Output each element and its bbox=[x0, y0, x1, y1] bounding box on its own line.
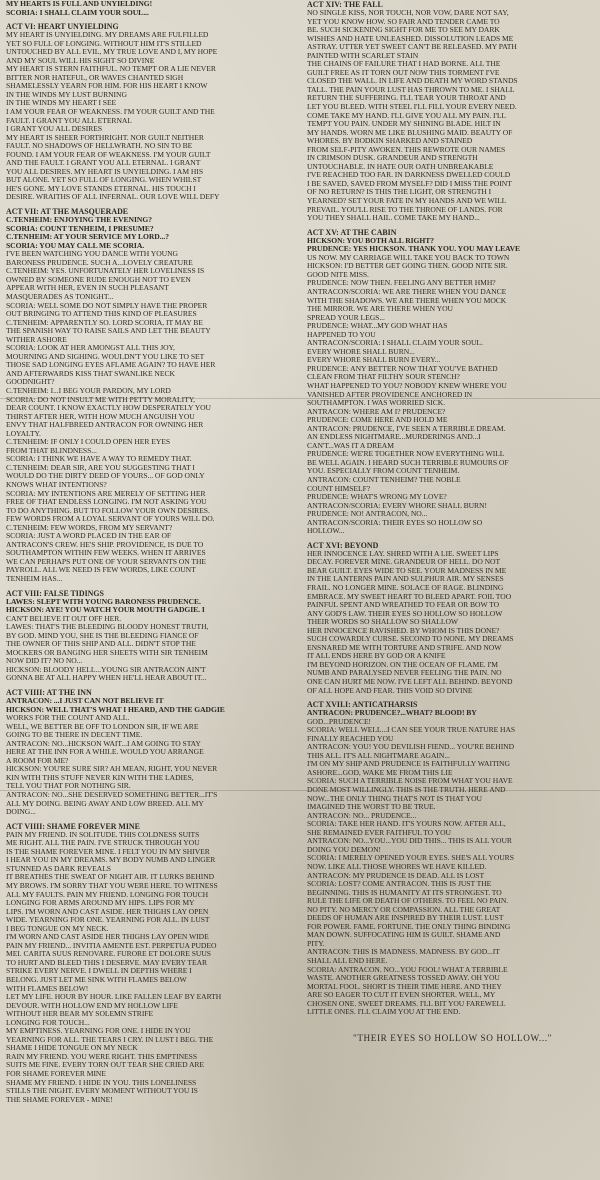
lyric-line: HICKSON: YOU'RE SURE SIR? AH MEAN, RIGHT, YOU NEVER bbox=[6, 765, 218, 774]
lyric-line: WITH THE SHADOWS. WE ARE THERE WHEN YOU MOCK bbox=[307, 296, 507, 305]
lyric-line: ANTRACON: PRUDENCE, I'VE SEEN A TERRIBLE DREAM. bbox=[307, 424, 506, 433]
lyric-line: NOW. LIKE ALL THOSE WHORES WE HAVE KILLED. bbox=[307, 862, 487, 871]
lyric-line: HER INNOCENCE RAVISHED. BY WHOM IS THIS DONE? bbox=[307, 626, 500, 635]
lyric-line: MY HEART IS STERN FAITHFUL. NO TEMPT OR A LIE NEVER bbox=[6, 65, 216, 74]
lyric-line: MY BROWS. I'M SORRY THAT YOU WERE HERE. TO WITNESS bbox=[6, 881, 218, 890]
lyric-line: AND MY SOUL WILL HIS SIGHT SO DIVINE bbox=[6, 56, 155, 65]
lyric-line: I GRANT YOU ALL DESIRES bbox=[6, 125, 103, 134]
lyric-line: IMAGINED THE WORST TO BE TRUE. bbox=[307, 803, 436, 812]
lyric-line: COME TAKE MY HAND. I'LL GIVE YOU ALL MY PAIN. I'LL bbox=[307, 111, 507, 120]
lyric-line: MY HEART IS SHEER FORTHRIGHT. NOR GUILT NEITHER bbox=[6, 133, 204, 142]
lyric-line: ALL MY DOING. BEING AWAY AND LOW BREED. ALL MY bbox=[6, 799, 204, 808]
lyric-line: NOW DID IT? NO NO... bbox=[6, 657, 83, 666]
lyric-line: SCORIA: I THINK WE HAVE A WAY TO REMEDY THAT. bbox=[6, 455, 192, 464]
lyric-line: APPEAR WITH HER, EVEN IN SUCH PLEASANT bbox=[6, 284, 169, 293]
lyric-line: ALL MY FAULTS. PAIN MY FRIEND. LONGING FOR TOUCH bbox=[6, 890, 209, 899]
act-heading: ACT VI: HEART UNYIELDING bbox=[6, 22, 119, 32]
lyric-line: YET YOU KNOW HOW. SO FAIR AND TENDER CAME TO bbox=[307, 17, 500, 26]
lyric-line: COUNT HIMSELF? bbox=[307, 484, 371, 493]
lyric-line: ANTRACON: NO...SHE DESERVED SOMETHING BETTER...IT'S bbox=[6, 791, 218, 800]
lyric-line: WE CAN PERHAPS PUT ONE OF YOUR SERVANTS ON THE bbox=[6, 557, 206, 566]
lyric-line: C.TENHEIM: YES. UNFORTUNATELY HER LOVELINESS IS bbox=[6, 267, 205, 276]
act-heading: ACT XVII.I: ANTICATHARSIS bbox=[307, 700, 418, 710]
lyric-line: SCORIA: MY INTENTIONS ARE MERELY OF SETTING HER bbox=[6, 489, 206, 498]
lyric-line: SOUTHAMPTON. I WAS WORRIED SICK. bbox=[307, 399, 446, 408]
lyric-line: ANTRACON: NO...HICKSON WAIT...I AM GOING TO STAY bbox=[6, 739, 201, 748]
lyric-line: I AM YOUR FEAR OF WEAKNESS. I'M YOUR GUILT AND THE bbox=[6, 108, 215, 117]
lyric-line: BE WELL AGAIN. I HEARD SUCH TERRIBLE RUMOURS OF bbox=[307, 458, 509, 467]
lyric-line: PRUDENCE: COME HERE AND HOLD ME bbox=[307, 416, 448, 425]
lyric-line: LITTLE ONES. I'LL CLAIM YOU AT THE END. bbox=[307, 1008, 461, 1017]
lyric-line: CLOSED THE WALL. IN LIFE AND DEATH MY WORD STANDS bbox=[307, 77, 518, 86]
lyric-line: TENHEIM HAS... bbox=[6, 575, 63, 583]
lyric-line: SHAME I HIDE TONGUE ON MY NECK bbox=[6, 1044, 138, 1053]
lyric-line: NO SINGLE KISS, NOR TOUCH, NOR VOW, DARE NOT SAY, bbox=[307, 9, 509, 17]
lyric-line: ANTRACON/SCORIA: WE ARE THERE WHEN YOU DANCE bbox=[307, 287, 507, 296]
lyric-line: IN THE WINDS MY LUST BURNING bbox=[6, 90, 127, 99]
lyric-line: HERE AT THE INN FOR A WHILE. WOULD YOU ARRANGE bbox=[6, 748, 204, 757]
lyric-line: GOD...PRUDENCE! bbox=[307, 717, 372, 726]
lyric-line: PRUDENCE: WE'RE TOGETHER NOW EVERYTHING WILL bbox=[307, 450, 505, 459]
lyric-line: WISHES AND HATE UNLEASHED. DISSOLUTION LEADS ME bbox=[307, 34, 514, 43]
lyric-line: AN ENDLESS NIGHTMARE...MURDERINGS AND...I bbox=[307, 433, 481, 442]
lyric-line: PRUDENCE: NO! ANTRACON, NO... bbox=[307, 510, 428, 519]
lyric-line: ARE SO EAGER TO CUT IT EVEN SHORTER. WELL, MY bbox=[307, 991, 496, 1000]
lyric-line: ASHORE...GOD, WAKE ME FROM THIS LIE bbox=[307, 768, 453, 777]
lyric-line: LOYALTY. bbox=[6, 429, 41, 438]
lyric-line: ME RIGHT. ALL THE PAIN. I'VE STRUCK THROUGH YOU bbox=[6, 839, 200, 848]
lyric-line: ANTRACON: COUNT TENHEIM? THE NOBLE bbox=[307, 475, 461, 484]
lyric-line: AND THE FAULT. I GRANT YOU ALL ETERNAL. I GRANT bbox=[6, 159, 201, 168]
lyric-line: DESIRE. WRAITHS OF ALL INFERNAL. OUR LOVE WILL DEFY bbox=[6, 193, 220, 202]
act-section bbox=[307, 700, 594, 1017]
lyric-line: CHOSEN ONE. SWEET DREAMS. I'LL BIT YOU FAREWELL bbox=[307, 999, 506, 1008]
lyric-line: BUT ALONE. YET SO FULL OF LONGING. WHEN WHILST bbox=[6, 176, 202, 185]
lyric-line: HICKSON: I'D BETTER GET GOING THEN. GOOD NITE SIR. bbox=[307, 262, 508, 271]
act-section bbox=[6, 207, 293, 584]
lyric-line: SCORIA: TAKE HER HAND. IT'S YOURS NOW. AFTER ALL, bbox=[307, 820, 506, 829]
lyric-line: FOR SHAME FOREVER MINE bbox=[6, 1069, 106, 1078]
lyric-line: PRUDENCE: ANY BETTER NOW THAT YOU'VE BATHED bbox=[307, 364, 498, 373]
lyric-line: ANTRACON: ...I JUST CAN NOT BELIEVE IT bbox=[6, 697, 164, 706]
lyric-line: SCORIA: COUNT TENHEIM, I PRESUME? bbox=[6, 224, 154, 233]
left-column bbox=[6, 0, 293, 1180]
lyric-line: NUMB AND PARALYSED NEVER FEELING THE PAIN. NO bbox=[307, 669, 502, 678]
act-heading: ACT VIIII: AT THE INN bbox=[6, 688, 92, 698]
act-heading: ACT XIV: THE FALL bbox=[307, 0, 383, 9]
lyric-line: MASQUERADES AS TONIGHT... bbox=[6, 292, 114, 301]
lyric-line: BE. SUCH SICKENING SIGHT FOR ME TO SEE MY DARK bbox=[307, 26, 500, 35]
lyric-line: LAWES: THAT'S THE BLEEDING BLOODY HONEST TRUTH, bbox=[6, 623, 209, 632]
act-section bbox=[6, 589, 293, 683]
lyric-line: BEGINNING. THIS IS HUMANITY AT ITS STRONGEST. TO bbox=[307, 888, 502, 897]
lyric-line: IT ALL ENDS HERE BY GOD OR A KNIFE bbox=[307, 652, 446, 661]
closing-quote: "THEIR EYES SO HOLLOW SO HOLLOW..." bbox=[353, 1032, 552, 1043]
lyric-line: HAPPENED TO YOU bbox=[307, 330, 376, 339]
lyric-line: TELL YOU THAT FOR NOTHING SIR. bbox=[6, 782, 131, 791]
lyric-line: SCORIA: ANTRACON. NO...YOU FOOL! WHAT A TERRIBLE bbox=[307, 965, 508, 974]
lyric-line: ONE CAN HURT ME NOW. I'VE LEFT ALL BEHIND. BEYOND bbox=[307, 678, 513, 687]
lyric-line: MY HANDS. WORN ME LIKE BLUSHING MAID. BEAUTY OF bbox=[307, 128, 513, 137]
right-column bbox=[307, 0, 594, 1180]
lyric-line: ENSNARED ME WITH TORTURE AND STRIFE. AND NOW bbox=[307, 643, 502, 652]
lyric-line: US NOW. MY CARRIAGE WILL TAKE YOU BACK TO TOWN bbox=[307, 253, 510, 262]
lyric-line: HER INNOCENCE LAY. SHRED WITH A LIE. SWEET LIPS bbox=[307, 549, 499, 558]
lyric-line: DEEDS OF HUMAN ARE INSPIRED BY THEIR LUST. LUST bbox=[307, 914, 504, 923]
lyric-line: WHAT HAPPENED TO YOU? NOBODY KNEW WHERE YOU bbox=[307, 381, 507, 390]
lyric-line: SHAMELESSLY YEARN FOR HIM. FOR HIS HEART I KNOW bbox=[6, 82, 208, 91]
paper-fold-line bbox=[0, 790, 600, 791]
lyric-line: OF ALL HOPE AND FEAR. THIS VOID SO DIVINE bbox=[307, 686, 473, 695]
lyric-line: SOUTHAMPTON WITHIN FEW WEEKS. WHEN IT ARRIVES bbox=[6, 549, 206, 558]
lyric-line: FEW WORDS FROM A LOYAL SERVANT OF YOURS WILL DO. bbox=[6, 515, 215, 524]
lyric-line: I'VE REACHED TOO FAR. IN DARKNESS DWELLED COULD bbox=[307, 171, 511, 180]
lyric-line: HICKSON: BLOODY HELL...YOUNG SIR ANTRACON AIN'T bbox=[6, 665, 206, 674]
lyric-line: TALL. THE PAIN YOUR LUST HAS THROWN TO ME. I SHALL bbox=[307, 85, 515, 94]
lyric-line: MAN DOWN. SUFFOCATING HIM IS GUILT. SHAME AND bbox=[307, 931, 501, 940]
lyric-line: EVERY WHORE SHALL BURN EVERY... bbox=[307, 356, 441, 365]
lyric-line: GUILT FREE AS IT TORN OUT NOW THIS TORMENT I'VE bbox=[307, 68, 500, 77]
lyric-line: STILLS THE NIGHT. EVERY MOMENT WITHOUT YOU IS bbox=[6, 1087, 198, 1096]
act-heading: ACT XV: AT THE CABIN bbox=[307, 227, 397, 237]
lyric-line: LONGING FOR TOUCH... bbox=[6, 1018, 90, 1027]
lyric-line: YEARNING FOR ALL. THE TEARS I CRY. IN LUST I BEG. THE bbox=[6, 1035, 214, 1044]
lyric-line: ANTRACON/SCORIA: THEIR EYES SO HOLLOW SO bbox=[307, 518, 483, 527]
lyric-line: WASTE. ANOTHER GREATNESS TOSSED AWAY. OH YOU bbox=[307, 974, 500, 983]
lyric-line: ASTRAY. UTTER YET SWEET CAN'T BE RELEASED. MY PATH bbox=[307, 43, 517, 52]
lyric-line: IT BREATHES THE SWEAT OF NIGHT AIR. IT LURKS BEHIND bbox=[6, 873, 215, 882]
lyric-line: PREVAIL. YOU'LL RISE TO THE THRONE OF LANDS. FOR bbox=[307, 205, 503, 214]
lyric-line: NOW...THE ONLY THING THAT'S NOT IS THAT YOU bbox=[307, 794, 482, 803]
lyric-line: ANTRACON: WHERE AM I? PRUDENCE? bbox=[307, 407, 446, 416]
lyric-line: YOU ALL DESIRES. MY HEART IS UNYIELDING. I AM HIS bbox=[6, 167, 203, 176]
lyric-line: OWNED BY SOMEONE RUDE ENOUGH NOT TO EVEN bbox=[6, 275, 191, 284]
lyric-line: HOLLOW... bbox=[307, 527, 345, 536]
lyric-line: STRIKE EVERY NERVE. I DWELL IN DEPTHS WHERE I bbox=[6, 967, 192, 976]
lyric-line: LONGING FOR ARMS AROUND MY HIPS. LIPS FOR MY bbox=[6, 899, 195, 908]
lyric-line: FAULT. NO SHADOWS OF HELLWRATH. NO SIN TO BE bbox=[6, 142, 193, 151]
lyric-line: SCORIA: YOU MAY CALL ME SCORIA. bbox=[6, 241, 145, 250]
lyric-line: YOU THEY SHALL HAIL. COME TAKE MY HAND... bbox=[307, 214, 480, 223]
lyric-line: YOU. ESPECIALLY FROM COUNT TENHEIM. bbox=[307, 467, 460, 476]
lyric-line: THE OWNER OF THIS SHIP AND ALL. DIDN'T STOP THE bbox=[6, 640, 196, 649]
lyric-line: LIPS. I'M WORN AND CAST ASIDE. HER THIGHS LAY OPEN bbox=[6, 907, 209, 916]
lyric-line: PRUDENCE: YES HICKSON. THANK YOU. YOU MAY LEAVE bbox=[307, 245, 521, 254]
lyric-line: MOURNING AND SIGHING. WOULDN'T YOU LIKE TO SET bbox=[6, 352, 205, 361]
lyric-line: I'VE BEEN WATCHING YOU DANCE WITH YOUNG bbox=[6, 250, 178, 259]
lyric-line: PRUDENCE: WHAT'S WRONG MY LOVE? bbox=[307, 493, 447, 502]
lyric-line: VANISHED AFTER PROVIDENCE ANCHORED IN bbox=[307, 390, 473, 399]
lyric-line: SUITS ME FINE. EVERY TORN OUT TEAR SHE CRIED ARE bbox=[6, 1061, 205, 1070]
lyric-line: ANTRACON: NO... PRUDENCE... bbox=[307, 811, 417, 820]
lyric-line: I'M BEYOND HORIZON. ON THE OCEAN OF FLAME. I'M bbox=[307, 660, 498, 669]
act-heading: ACT VII: AT THE MASQUERADE bbox=[6, 207, 129, 217]
act-heading: ACT XVI: BEYOND bbox=[307, 540, 379, 550]
lyric-line: SCORIA: LOOK AT HER AMONGST ALL THIS JOY, bbox=[6, 344, 175, 353]
lyric-line: RULE THE LIFE OR DEATH OF OTHERS. TO FEEL NO PAIN. bbox=[307, 897, 509, 906]
act-section bbox=[6, 688, 293, 817]
lyric-line: HICKSON: AYE! YOU WATCH YOUR MOUTH GADGIE. I bbox=[6, 606, 205, 615]
lyric-line: C.TENHEIM: APPARENTLY SO. LORD SCORIA, IT MAY BE bbox=[6, 318, 203, 327]
paper-fold-line bbox=[0, 398, 600, 399]
lyric-line: MY HEART IS UNYIELDING. MY DREAMS ARE FULFILLED bbox=[6, 31, 209, 40]
lyric-line: WHORES. BY BODKIN SHARKED AND STAINED bbox=[307, 137, 473, 146]
lyric-line: GONNA BE AT ALL HAPPY WHEN HE'LL HEAR ABOUT IT... bbox=[6, 674, 207, 683]
lyric-line: CLEAN FROM THAT FILTHY SOUR STENCH? bbox=[307, 373, 460, 382]
lyric-line: IN CRIMSON DUSK. GRANDEUR AND STRENGTH bbox=[307, 154, 478, 163]
lyric-line: WELL, WE BETTER BE OFF TO LONDON SIR, IF WE ARE bbox=[6, 722, 199, 731]
lyric-line: EVERY WHORE SHALL BURN... bbox=[307, 347, 415, 356]
lyric-line: THE CHAINS OF FAILURE THAT I HAD BORNE. ALL THE bbox=[307, 60, 501, 69]
act-heading: ACT VIIII: SHAME FOREVER MINE bbox=[6, 821, 140, 831]
lyric-line: DECAY. FOREVER MINE. GRANDEUR OF HELL. DO NOT bbox=[307, 558, 501, 567]
lyric-line: ANTRACON: NO...YOU...YOU DID THIS... THIS IS ALL YOUR bbox=[307, 837, 512, 846]
lyric-line: I'M WORN AND CAST ASIDE HER THIGHS LAY OPEN WIDE bbox=[6, 933, 209, 942]
lyric-line: SHALL ALL END HERE. bbox=[307, 956, 388, 965]
lyric-line: I HEAR YOU IN MY DREAMS. MY BODY NUMB AND LINGER bbox=[6, 856, 216, 865]
lyric-line: ANTRACON: MY PRUDENCE IS DEAD. ALL IS LOST bbox=[307, 871, 485, 880]
act-section bbox=[6, 822, 293, 1105]
lyric-line: WITH FLAMES BELOW! bbox=[6, 984, 89, 993]
lyric-line: TO HURT AND BLEED THIS I DESERVE. MAY EVERY TEAR bbox=[6, 958, 208, 967]
lyric-line: PAYROLL. ALL WE NEED IS FEW WORDS, LIKE COUNT bbox=[6, 566, 196, 575]
lyric-line: THOSE SAD LONGING EYES AFLAME AGAIN? TO HAVE HER bbox=[6, 361, 216, 370]
lyric-line: C.TENHEIM: IF ONLY I COULD OPEN HER EYES bbox=[6, 438, 171, 447]
lyric-line: STUNNED AS DARK REVEALS bbox=[6, 864, 111, 873]
lyric-line: C.TENHEIM: I...I BEG YOUR PARDON, MY LORD bbox=[6, 386, 171, 395]
lyric-line: UNTOUCHED BY ALL EVIL, MY TRUE LOVE AND I, MY HOPE bbox=[6, 48, 218, 57]
lyric-line: A ROOM FOR ME? bbox=[6, 756, 69, 765]
lyric-line: DEAR COUNT. I KNOW EXACTLY HOW DESPERATELY YOU bbox=[6, 404, 211, 413]
lyric-line: TO DO ANYTHING. BUT TO FOLLOW YOUR OWN DESIRES. bbox=[6, 506, 210, 515]
lyric-line: MORTAL FOOL. SHORT IS THEIR TIME HERE. AND THEY bbox=[307, 982, 502, 991]
lyric-line: GOING TO BE THERE IN DECENT TIME. bbox=[6, 731, 143, 740]
lyric-line: WORKS FOR THE COUNT AND ALL. bbox=[6, 714, 130, 723]
lyric-line: FROM SELF-PITY AWOKEN. THIS REWROTE OUR NAMES bbox=[307, 145, 506, 154]
lyric-line: KIN WITH THIS STUFF NEVER KIN WITH THE LADIES, bbox=[6, 773, 194, 782]
lyric-line: SCORIA: I SHALL CLAIM YOUR SOUL... bbox=[6, 8, 149, 17]
lyric-line: RAIN MY FRIEND. YOU WERE RIGHT. THIS EMPTINESS bbox=[6, 1052, 197, 1061]
lyric-line: PAIN MY FRIEND... INVITIA AMENTE EST. PERPETUA PUDEO bbox=[6, 941, 217, 950]
lyric-line: LET YOU BLEED. WITH STEEL I'LL FILL YOUR EVERY NEED. bbox=[307, 103, 517, 112]
lyric-line: THIS ALL. IT'S ALL NIGHTMARE AGAIN... bbox=[307, 751, 450, 760]
lyric-line: C.TENHEIM: AT YOUR SERVICE MY LORD...? bbox=[6, 233, 170, 242]
lyric-line: FINALLY REACHED YOU bbox=[307, 734, 394, 743]
lyric-line: WIDE. YEARNING FOR ONE. YEARNING FOR ALL. IN LUST bbox=[6, 916, 210, 925]
lyric-line: DOING YOU DEMON! bbox=[307, 845, 382, 854]
lyric-line: EMBRACE. MY SWEET HEART TO BLEED APART. FOIL TOO bbox=[307, 592, 512, 601]
lyric-line: MY EMPTINESS. YEARNING FOR ONE. I HIDE IN YOU bbox=[6, 1027, 191, 1036]
lyric-line: IS THE SHAME FOREVER MINE. I FELT YOU IN MY SHIVER bbox=[6, 847, 210, 856]
act-section bbox=[307, 0, 594, 223]
lyric-line: FOUND. I AM YOUR FEAR OF WEAKNESS. I'M YOUR GUILT bbox=[6, 150, 211, 159]
lyric-line: PAIN MY FRIEND. IN SOLITUDE. THIS COLDNESS SUITS bbox=[6, 830, 200, 839]
lyric-line: LET MY LIFE. HOUR BY HOUR. LIKE FALLEN LEAF BY EARTH bbox=[6, 993, 222, 1002]
lyric-line: BELONG. JUST LET ME SINK WITH FLAMES BELOW bbox=[6, 975, 187, 984]
lyric-line: ANTRACON: THIS IS MADNESS. MADNESS. BY GOD...IT bbox=[307, 948, 500, 957]
lyric-line: HICKSON: YOU BOTH ALL RIGHT? bbox=[307, 236, 435, 245]
lyric-line: DOING... bbox=[6, 808, 36, 817]
lyric-line: I'M ON MY SHIP AND PRUDENCE IS FAITHFULLY WAITING bbox=[307, 760, 510, 769]
lyric-line: FOR POWER. FAME. FORTUNE. THE ONLY THING BINDING bbox=[307, 922, 511, 931]
lyric-line: NO PITY. NO MERCY OR COMPASSION. ALL THE GREAT bbox=[307, 905, 501, 914]
act-section bbox=[6, 0, 293, 17]
lyric-line: SCORIA: DO NOT INSULT ME WITH PETTY MORALITY, bbox=[6, 395, 196, 404]
lyric-line: PAINTED WITH SCARLET STAIN bbox=[307, 51, 419, 60]
lyric-line: HICKSON: WELL THAT'S WHAT I HEARD, AND THE GADGIE bbox=[6, 705, 225, 714]
lyric-line: BY GOD. MIND YOU, SHE IS THE BLEEDING FIANCE OF bbox=[6, 631, 199, 640]
lyric-line: BARONESS PRUDENCE. SUCH A...LOVELY CREATURE bbox=[6, 258, 193, 267]
lyric-line: WITHER ASHORE bbox=[6, 335, 67, 344]
lyric-line: MY HEARTS IS FULL AND UNYIELDING! bbox=[6, 0, 153, 8]
lyric-line: ANTRACON: YOU! YOU DEVILISH FIEND... YOU'RE BEHIND bbox=[307, 743, 515, 752]
lyric-line: FREE OF THAT ENDLESS LONGING. I'M NOT ASKING YOU bbox=[6, 498, 207, 507]
lyric-line: LAWES: SLEPT WITH YOUNG BARONESS PRUDENCE. bbox=[6, 597, 201, 606]
lyric-line: WITHOUT HER BEAR MY SOLEMN STRIFE bbox=[6, 1010, 154, 1019]
lyric-line: THEIR WORDS SO SHALLOW SO SHALLOW bbox=[307, 618, 459, 627]
lyric-line: SCORIA: WELL WELL...I CAN SEE YOUR TRUE NATURE HAS bbox=[307, 726, 516, 735]
lyric-line: UNTOUCHABLE. IN HATE OUR OATH UNBREAKABLE bbox=[307, 162, 494, 171]
lyric-line: HE'S GONE. MY LOVE STANDS ETERNAL. HIS TOUCH I bbox=[6, 184, 196, 193]
lyric-line: RETURN THE SUFFERING. I'LL TEAR YOUR THROAT AND bbox=[307, 94, 506, 103]
lyric-line: FAULT. I GRANT YOU ALL ETERNAL bbox=[6, 116, 132, 125]
lyric-line: GOOD NITE MISS. bbox=[307, 270, 369, 279]
lyric-line: C.TENHEIM: FEW WORDS, FROM MY SERVANT? bbox=[6, 523, 173, 532]
lyric-line: SHE REMAINED EVER FAITHFUL TO YOU bbox=[307, 828, 451, 837]
lyric-line: CAN'T...WAS IT A DREAM bbox=[307, 441, 394, 450]
lyric-line: TEMPT YOU PAIN. UNDER MY SHINING BLADE. HILT IN bbox=[307, 120, 501, 129]
lyric-line: OUT BRINGING TO ATTEND THIS KIND OF PLEASURES bbox=[6, 310, 197, 319]
lyric-line: PAINFUL SPENT AND WREATHED TO FEAR OR BOW TO bbox=[307, 601, 500, 610]
act-section bbox=[6, 22, 293, 202]
lyric-line: I BE SAVED, SAVED FROM MYSELF? DID I MISS THE POINT bbox=[307, 179, 512, 188]
lyric-line: SCORIA: WELL SOME DO NOT SIMPLY HAVE THE PROPER bbox=[6, 301, 208, 310]
lyric-line: MEI. CARITA SUUS RENOVARE. FURORE ET DOLORE SUUS bbox=[6, 950, 211, 959]
lyric-line: SCORIA: LOST? COME ANTRACON. THIS IS JUST THE bbox=[307, 880, 492, 889]
lyric-line: ANTRACON: PRUDENCE?...WHAT? BLOOD! BY bbox=[307, 709, 477, 718]
lyric-line: SCORIA: I MERELY OPENED YOUR EYES. SHE'S ALL YOURS bbox=[307, 854, 514, 863]
lyric-line: GOODNIGHT? bbox=[6, 378, 55, 387]
lyric-line: IN THE LANTERNS PAIN AND SULPHUR AIR. MY SENSES bbox=[307, 575, 504, 584]
lyric-line: MOCKERS OR BANGING HER SHEETS WITH SIR TENHEIM bbox=[6, 648, 208, 657]
lyric-line: KNOWS WHAT INTENTIONS? bbox=[6, 480, 107, 489]
lyric-line: BEAR GUILT. EYES WIDE TO SEE. YOUR MADNESS IN ME bbox=[307, 566, 507, 575]
lyric-line: WOULD DO THE DIRTY DEED OF YOURS... OF GOD ONLY bbox=[6, 472, 205, 481]
lyric-line: DONE MOST WILLINGLY. THIS IS THE TRUTH. HERE AND bbox=[307, 786, 506, 795]
lyric-line: ANTRACON'S CREW. HE'S SHIP. PROVIDENCE, IS DUE TO bbox=[6, 540, 204, 549]
act-section bbox=[307, 541, 594, 695]
lyric-line: I BEG TONGUE ON MY NECK. bbox=[6, 924, 109, 933]
lyric-line: SHAME MY FRIEND. I HIDE IN YOU. THIS LONELINESS bbox=[6, 1078, 197, 1087]
lyric-line: DEVOUR. WITH HOLLOW END MY HOLLOW LIFE bbox=[6, 1001, 178, 1010]
lyric-line: PRUDENCE: NOW THEN. FEELING ANY BETTER HMH? bbox=[307, 279, 496, 288]
lyric-line: THE MIRROR. WE ARE THERE WHEN YOU bbox=[307, 305, 453, 314]
lyric-line: THE SPANISH WAY TO RAISE SAILS AND LET THE BEAUTY bbox=[6, 327, 211, 336]
lyric-line: SCORIA: JUST A WORD PLACED IN THE EAR OF bbox=[6, 532, 172, 541]
lyric-line: SCORIA: SUCH A TERRIBLE NOISE FROM WHAT YOU HAVE bbox=[307, 777, 513, 786]
lyric-line: YEARNED? SET YOUR FATE IN MY HANDS AND WE WILL bbox=[307, 197, 507, 206]
lyric-line: THE SHAME FOREVER - MINE! bbox=[6, 1095, 113, 1104]
lyric-line: ANTRACON/SCORIA: I SHALL CLAIM YOUR SOUL. bbox=[307, 339, 483, 348]
lyric-line: AND AFTERWARDS KISS THAT SWANLIKE NECK bbox=[6, 369, 175, 378]
lyric-line: C.TENHEIM: ENJOYING THE EVENING? bbox=[6, 216, 152, 225]
lyric-line: IN THE WINDS MY HEART I SEE bbox=[6, 99, 117, 108]
act-section bbox=[307, 228, 594, 536]
lyric-line: BITTER NOR HATEFUL, OR WAVES CHANTED SIGH bbox=[6, 73, 184, 82]
lyric-line: FROM THAT BLINDNESS... bbox=[6, 446, 97, 455]
lyric-line: ANY GOD'S LAW. THEIR EYES SO HOLLOW SO HOLLOW bbox=[307, 609, 503, 618]
lyric-line: ENVY THAT HALFBREED ANTRACON FOR OWNING HER bbox=[6, 421, 204, 430]
lyric-line: SPREAD YOUR LEGS... bbox=[307, 313, 385, 322]
act-heading: ACT VIII: FALSE TIDINGS bbox=[6, 588, 104, 598]
lyric-line: THIRST AFTER HER, WITH HOW MUCH ANGUISH YOU bbox=[6, 412, 195, 421]
lyric-line: ANTRACON/SCORIA: EVERY WHORE SHALL BURN! bbox=[307, 501, 487, 510]
lyric-line: C.TENHEIM: DEAR SIR, ARE YOU SUGGESTING THAT I bbox=[6, 463, 195, 472]
lyric-line: PRUDENCE: WHAT...MY GOD WHAT HAS bbox=[307, 322, 448, 331]
lyric-line: OF NO RETURN? IS THIS THE LIGHT, OR STRENGTH I bbox=[307, 188, 492, 197]
lyric-line: YET SO FULL OF LONGING. WITHOUT HIM IT'S STILLED bbox=[6, 39, 202, 48]
lyric-line: PITY. bbox=[307, 939, 325, 948]
lyric-line: FRAIL. NO LONGER MINE. SOLACE OF RAGE. BLINDING bbox=[307, 584, 504, 592]
lyric-line: SUCH COWARDLY CURSE. SECOND TO NONE. MY DREAMS bbox=[307, 635, 514, 644]
lyric-line: CAN'T BELIEVE IT OUT OFF HER. bbox=[6, 614, 122, 623]
